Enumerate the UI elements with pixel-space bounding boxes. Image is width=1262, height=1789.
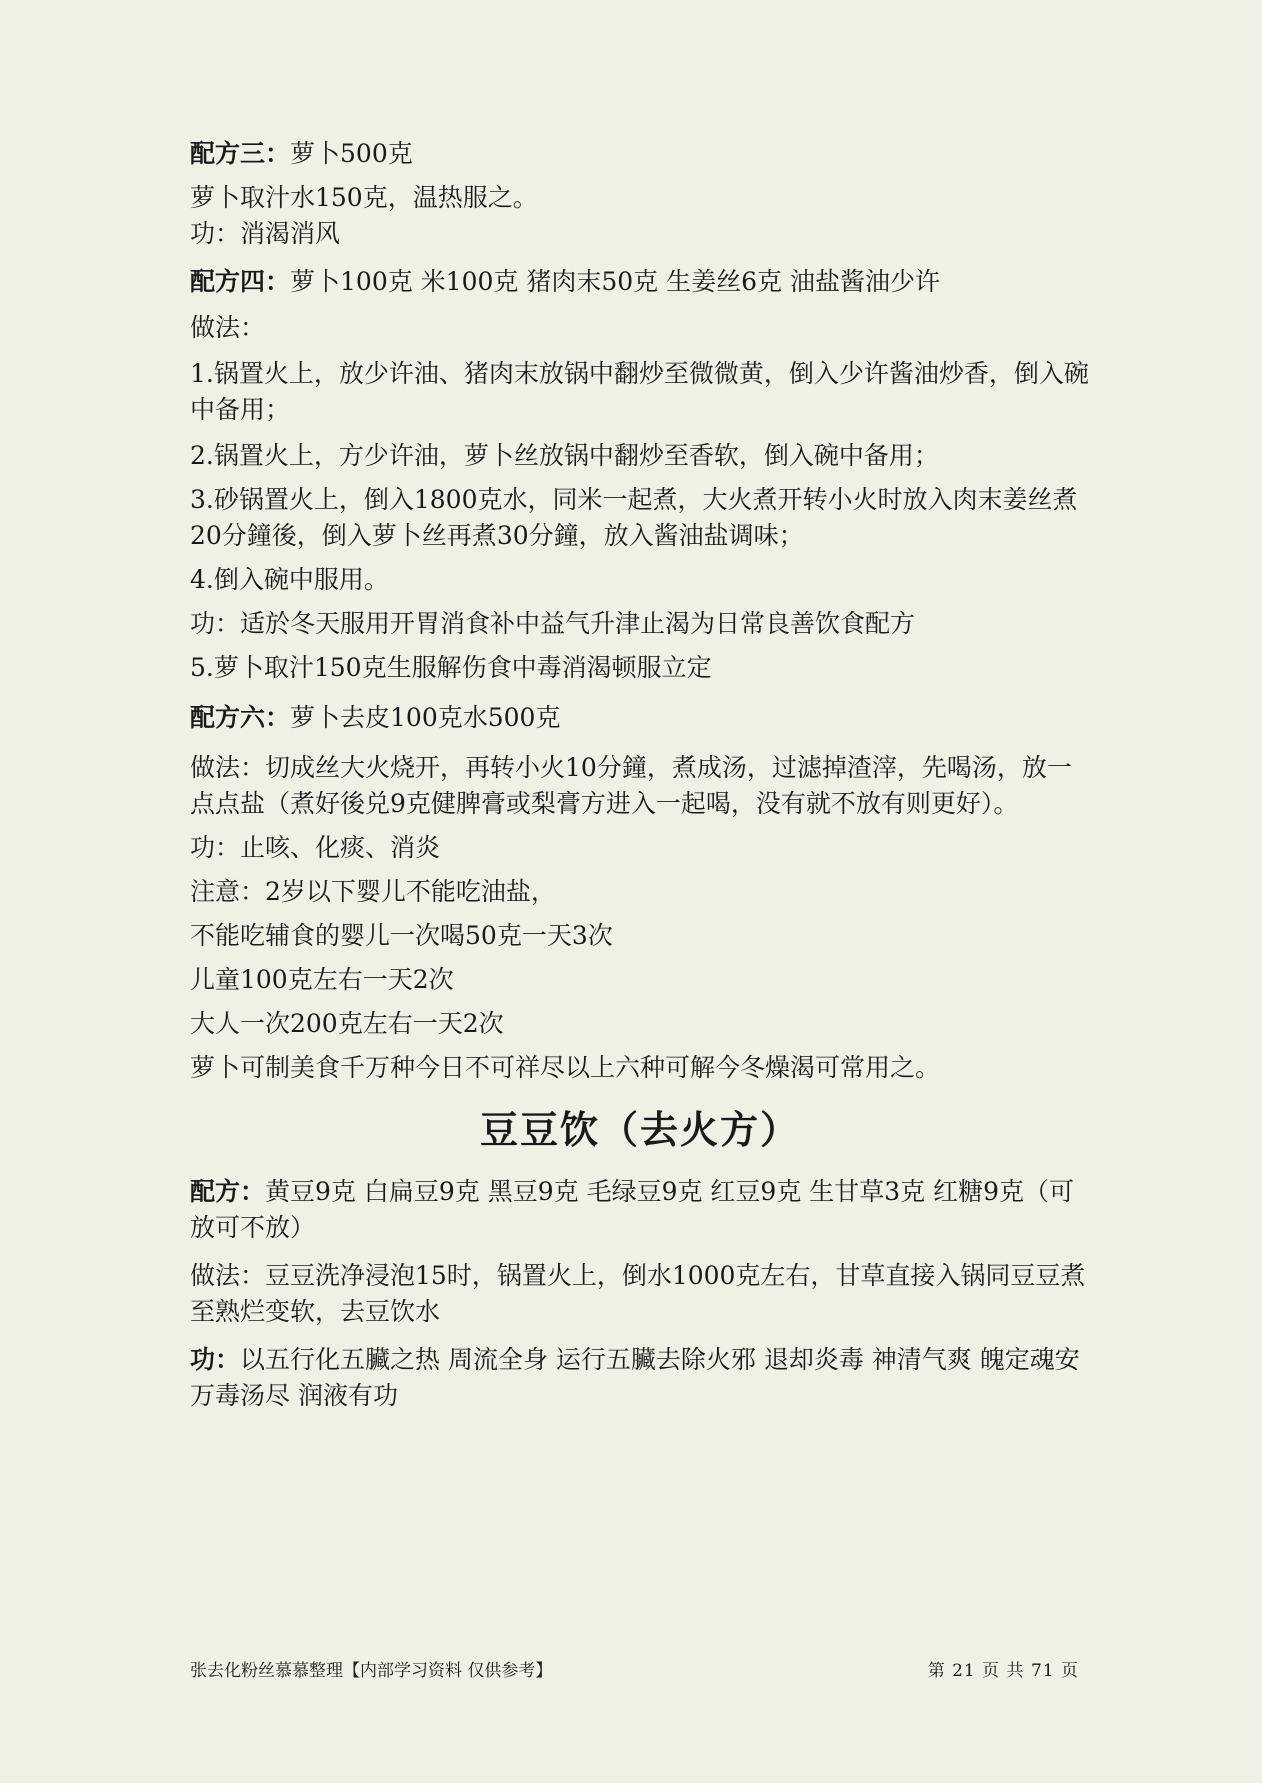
doudouyin-effect-label: 功：	[190, 1345, 241, 1374]
doudouyin-effect	[190, 1342, 1090, 1414]
recipe6-summary: 萝卜可制美食千万种今日不可祥尽以上六种可解今冬燥渴可常用之。	[190, 1053, 941, 1082]
recipe4-step2: 2.锅置火上，方少许油，萝卜丝放锅中翻炒至香软，倒入碗中备用；	[190, 441, 939, 470]
recipe4-effect: 功：适於冬天服用开胃消食补中益气升津止渴为日常良善饮食配方	[190, 609, 916, 638]
recipe4-method-label: 做法：	[190, 313, 266, 342]
recipe4-ingredients: 萝卜100克 米100克 猪肉末50克 生姜丝6克 油盐酱油少许	[290, 267, 940, 296]
footer-page-number: 第 21 页 共 71 页	[927, 1661, 1079, 1681]
recipe4-step4: 4.倒入碗中服用。	[190, 565, 389, 594]
recipe6-heading	[190, 700, 1090, 736]
recipe6-note1: 注意：2岁以下婴儿不能吃油盐，	[190, 877, 556, 906]
recipe6-method: 做法：切成丝大火烧开，再转小火10分鐘，煮成汤，过滤掉渣滓，先喝汤，放一点点盐（煮好後兑9克健脾膏或梨膏方进入一起喝，没有就不放有则更好）。	[190, 753, 1072, 818]
recipe4-step5: 5.萝卜取汁150克生服解伤食中毒消渴顿服立定	[190, 653, 712, 682]
recipe6-note2: 不能吃辅食的婴儿一次喝50克一天3次	[190, 921, 613, 950]
page-content	[190, 136, 1090, 1414]
recipe6-effect: 功：止咳、化痰、消炎	[190, 833, 441, 862]
section-title: 豆豆饮（去火方）	[479, 1107, 800, 1152]
recipe6-note4: 大人一次200克左右一天2次	[190, 1009, 504, 1038]
recipe6-label: 配方六：	[190, 703, 291, 732]
footer-source: 张去化粉丝慕慕整理【内部学习资料 仅供参考】	[190, 1661, 553, 1681]
recipe3-label: 配方三：	[190, 139, 291, 168]
doudouyin-effect-text: 以五行化五臟之热 周流全身 运行五臟去除火邪 退却炎毒 神清气爽 魄定魂安 万毒汤尽 润液有功	[190, 1345, 1080, 1410]
doudouyin-method: 做法：豆豆洗净浸泡15时，锅置火上，倒水1000克左右，甘草直接入锅同豆豆煮至熟烂变软，去豆饮水	[190, 1261, 1086, 1326]
doudouyin-recipe-label: 配方：	[190, 1177, 266, 1206]
recipe6-note3: 儿童100克左右一天2次	[190, 965, 454, 994]
recipe3-effect: 功：消渴消风	[190, 219, 341, 248]
recipe4-label: 配方四：	[190, 267, 291, 296]
recipe3-heading	[190, 136, 1090, 172]
recipe4-step1: 1.锅置火上，放少许油、猪肉末放锅中翻炒至微微黄，倒入少许酱油炒香，倒入碗中备用；	[190, 359, 1089, 424]
doudouyin-recipe	[190, 1174, 1090, 1246]
recipe6-ingredients: 萝卜去皮100克水500克	[290, 703, 561, 732]
recipe4-heading	[190, 264, 1090, 300]
doudouyin-recipe-text: 黄豆9克 白扁豆9克 黑豆9克 毛绿豆9克 红豆9克 生甘草3克 红糖9克（可放可不放）	[190, 1177, 1075, 1242]
recipe3-line1: 萝卜取汁水150克，温热服之。	[190, 183, 538, 212]
recipe4-step3: 3.砂锅置火上，倒入1800克水，同米一起煮，大火煮开转小火时放入肉末姜丝煮20分鐘後，倒入萝卜丝再煮30分鐘，放入酱油盐调味；	[190, 485, 1078, 550]
recipe3-ingredients: 萝卜500克	[290, 139, 413, 168]
page-bottom-edge	[0, 1783, 1262, 1789]
